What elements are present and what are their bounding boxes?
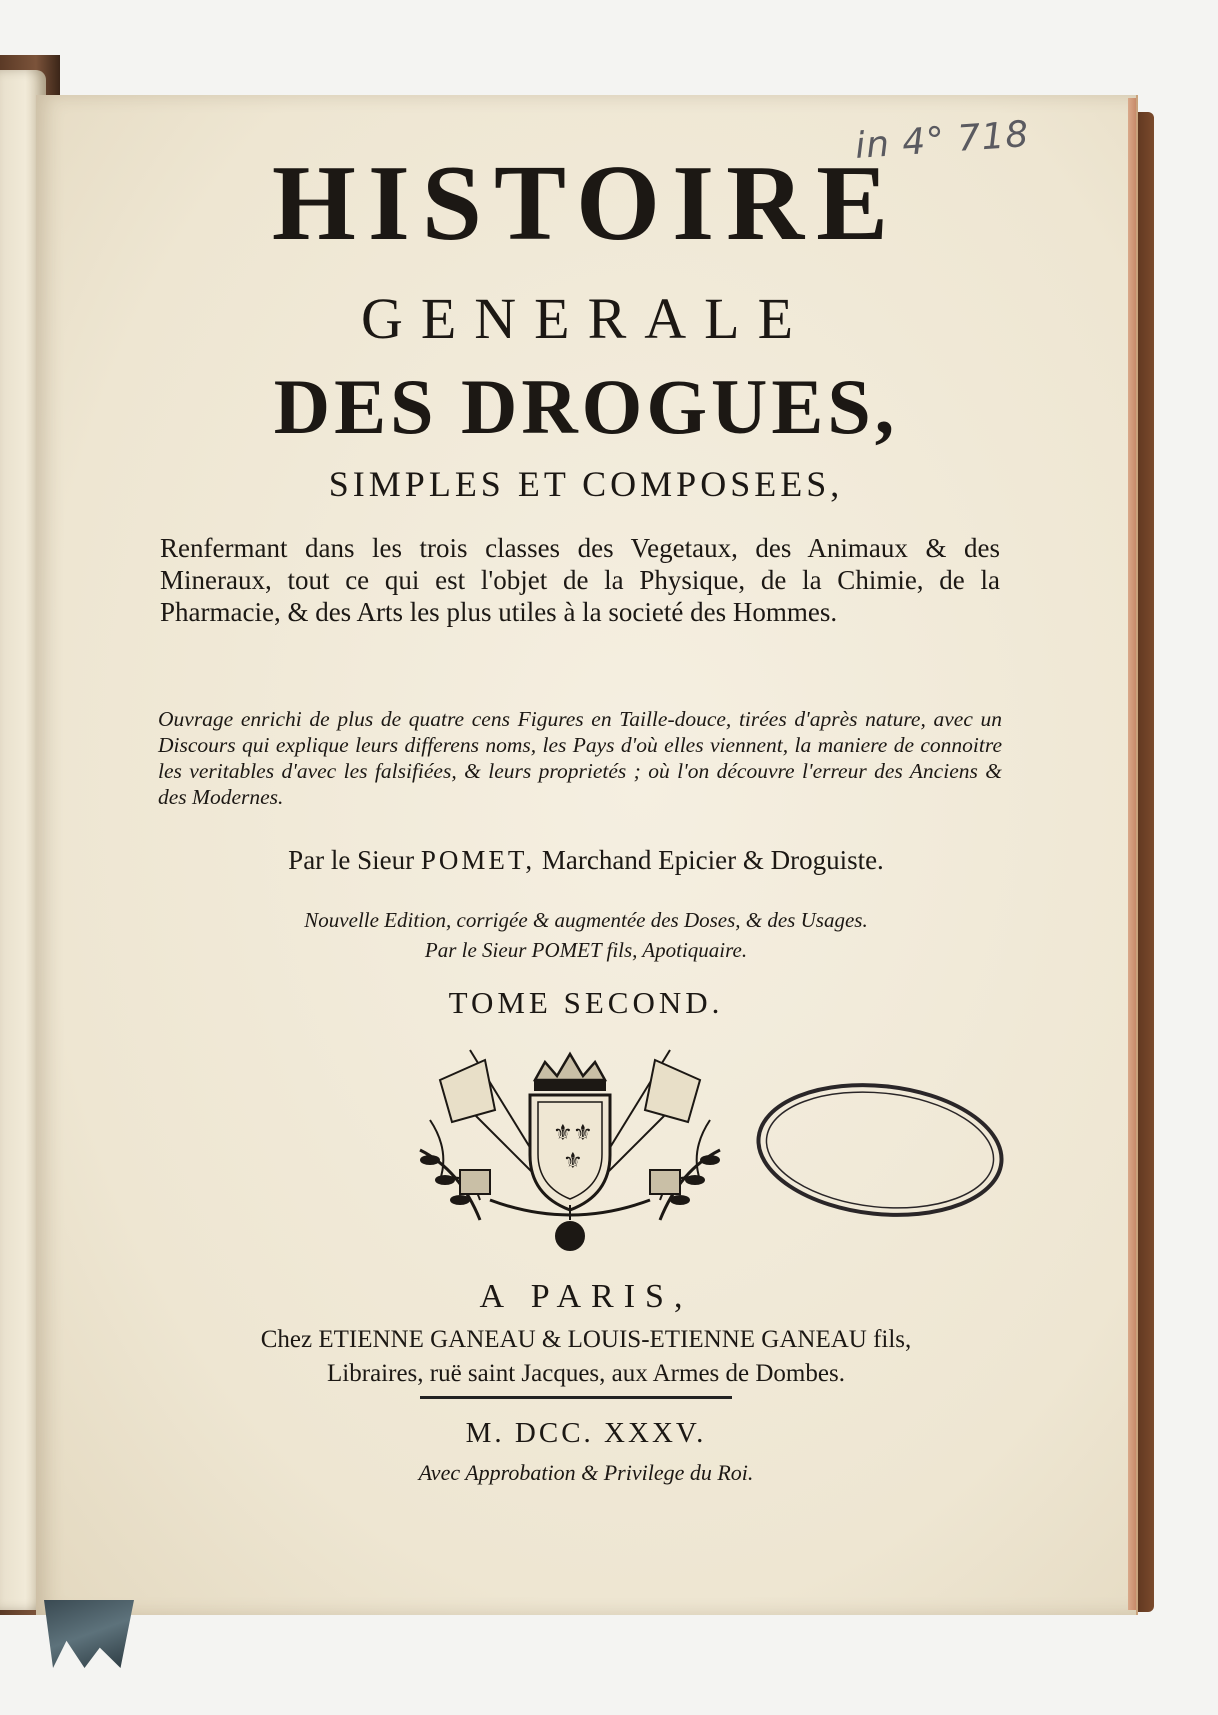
title-line-3: DES DROGUES, [273, 363, 899, 450]
author-prefix: Par le Sieur [288, 845, 415, 875]
tome-label: TOME SECOND. [448, 985, 724, 1020]
description-paragraph: Renfermant dans les trois classes des Vegetaux, des Animaux & des Mineraux, tout ce qui est l'objet de la Physique, de la Chimie, de la Pharmacie, & des Arts les plus utiles à la societé des Hommes. [160, 533, 1000, 627]
italic-description: Ouvrage enrichi de plus de quatre cens Figures en Taille-douce, tirées d'après nature, avec un Discours qui explique leurs differens noms, les Pays d'où elles viennent, la maniere de connoitre les veritables d'avec les falsifiées, & leurs proprietés ; où l'on découvre l'erreur des Anciens & des Modernes. [158, 707, 1002, 809]
edition-line-1: Nouvelle Edition, corrigée & augmentée des Doses, & des Usages. [304, 908, 868, 932]
edition-line-2: Par le Sieur POMET fils, Apotiquaire. [424, 938, 748, 962]
imprint-date: M. DCC. XXXV. [465, 1417, 707, 1449]
royal-arms-vignette-icon [400, 1040, 740, 1256]
approbation-line: Avec Approbation & Privilege du Roi. [418, 1460, 754, 1485]
edition-note [36, 905, 1136, 965]
divider-rule [420, 1396, 732, 1399]
svg-text:⚜: ⚜ [573, 1121, 593, 1146]
library-stamp-icon [750, 1075, 1010, 1225]
imprint-printer [36, 1323, 1136, 1391]
author-line [36, 845, 1136, 876]
printer-line-2: Libraires, ruë saint Jacques, aux Armes de Dombes. [327, 1360, 845, 1387]
title-line-1: HISTOIRE [271, 144, 901, 263]
title-line-4: SIMPLES ET COMPOSEES, [328, 464, 844, 504]
imprint-place: A PARIS, [479, 1278, 693, 1315]
svg-text:⚜: ⚜ [563, 1149, 583, 1174]
printer-line-1: Chez ETIENNE GANEAU & LOUIS-ETIENNE GANEAU fils, [260, 1326, 912, 1353]
bookmark-ribbon [44, 1600, 134, 1668]
svg-text:⚜: ⚜ [553, 1121, 573, 1146]
title-line-2: GENERALE [360, 286, 812, 351]
author-suffix: Marchand Epicier & Droguiste. [541, 845, 884, 875]
handwritten-shelfmark: in 4° 718 [853, 113, 1031, 168]
author-name: POMET, [420, 845, 536, 875]
